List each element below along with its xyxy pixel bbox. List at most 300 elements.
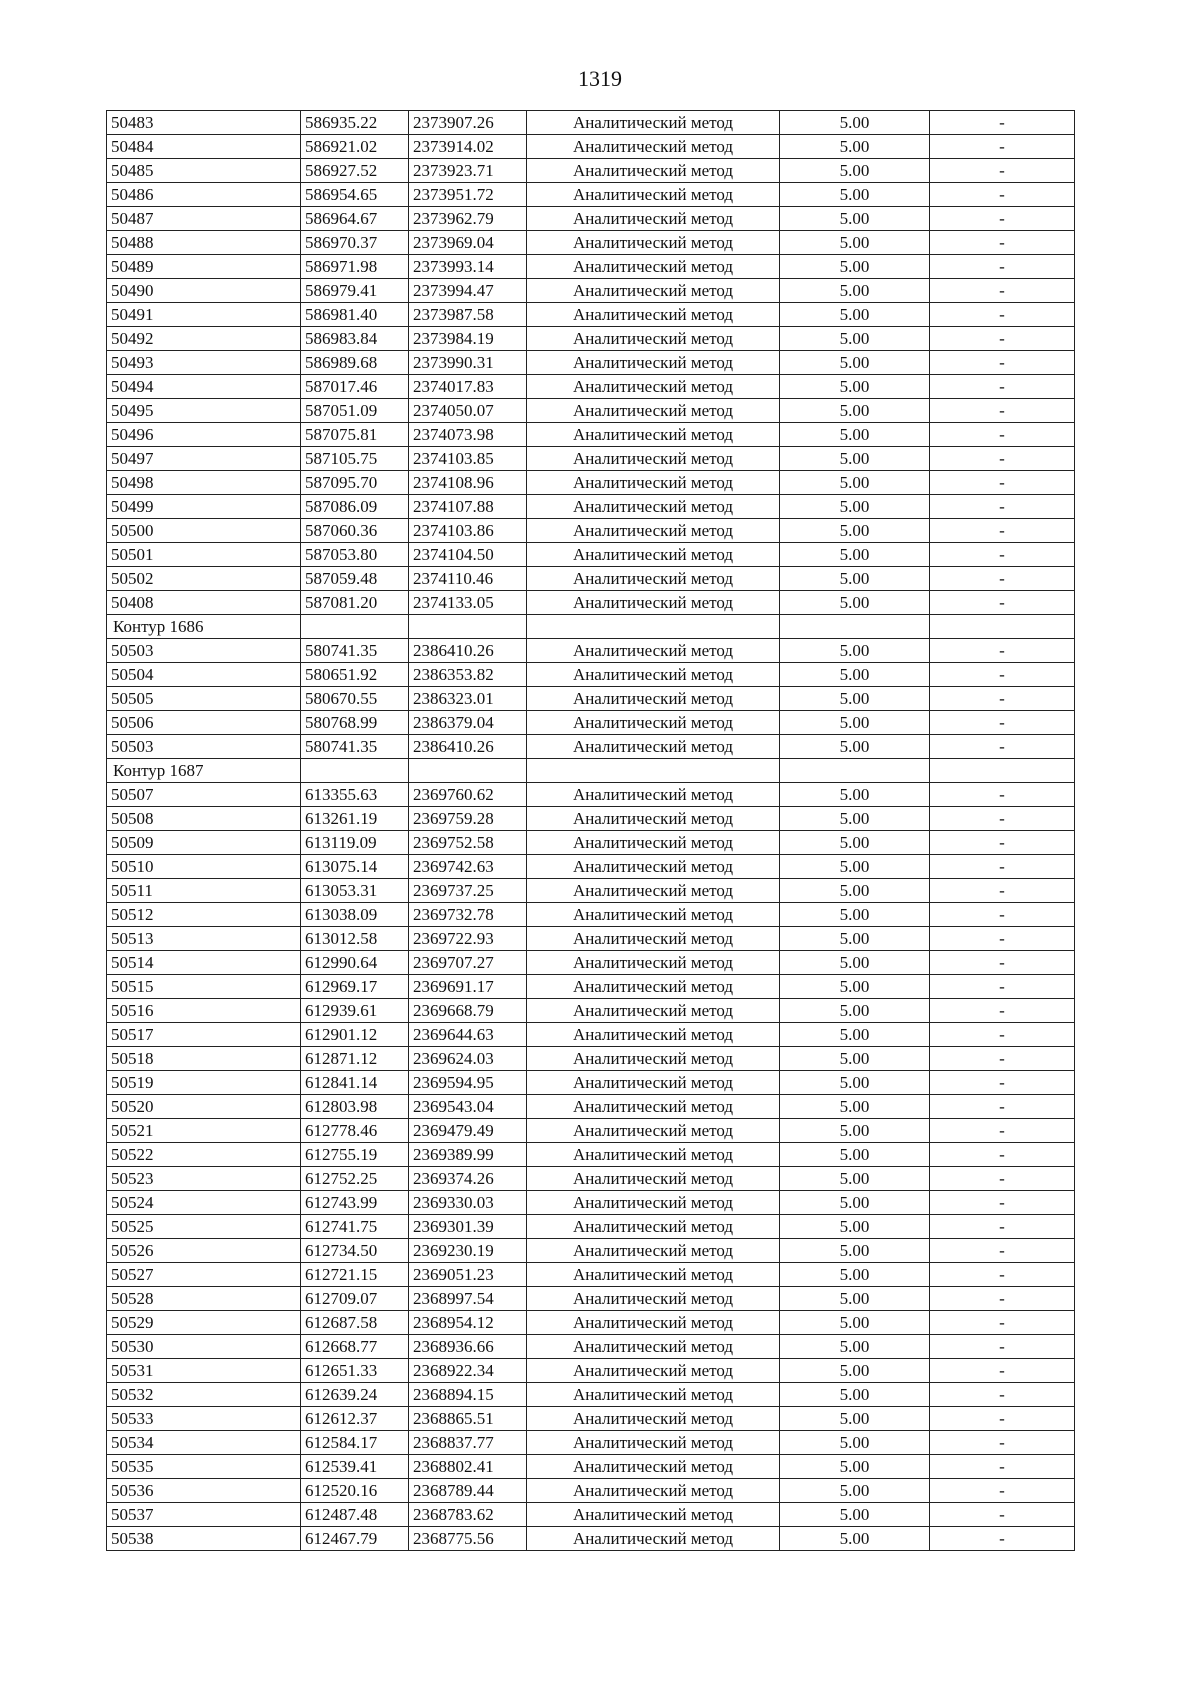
table-row: [107, 687, 1075, 711]
note-cell: -: [930, 135, 1075, 159]
point-id-cell: 50483: [107, 111, 301, 135]
method-cell: Аналитический метод: [527, 1311, 780, 1335]
table-row: [107, 1071, 1075, 1095]
x-coordinate-cell: 612969.17: [301, 975, 409, 999]
table-row: [107, 231, 1075, 255]
accuracy-cell: 5.00: [780, 591, 930, 615]
point-id-cell: 50408: [107, 591, 301, 615]
point-id-cell: 50527: [107, 1263, 301, 1287]
method-cell: Аналитический метод: [527, 447, 780, 471]
point-id-cell: 50503: [107, 639, 301, 663]
note-cell: -: [930, 351, 1075, 375]
point-id-cell: 50508: [107, 807, 301, 831]
y-coordinate-cell: 2373984.19: [409, 327, 527, 351]
x-coordinate-cell: 612487.48: [301, 1503, 409, 1527]
table-row: [107, 591, 1075, 615]
method-cell: Аналитический метод: [527, 423, 780, 447]
method-cell: Аналитический метод: [527, 783, 780, 807]
accuracy-cell: 5.00: [780, 1407, 930, 1431]
table-row: [107, 351, 1075, 375]
note-cell: -: [930, 903, 1075, 927]
point-id-cell: 50514: [107, 951, 301, 975]
y-coordinate-cell: 2368954.12: [409, 1311, 527, 1335]
x-coordinate-cell: 612752.25: [301, 1167, 409, 1191]
point-id-cell: 50506: [107, 711, 301, 735]
coordinates-table-body: [107, 111, 1075, 1551]
table-row: [107, 1023, 1075, 1047]
y-coordinate-cell: [409, 759, 527, 783]
accuracy-cell: 5.00: [780, 1479, 930, 1503]
y-coordinate-cell: 2369374.26: [409, 1167, 527, 1191]
y-coordinate-cell: 2369737.25: [409, 879, 527, 903]
x-coordinate-cell: 612841.14: [301, 1071, 409, 1095]
note-cell: -: [930, 1095, 1075, 1119]
table-row: [107, 1455, 1075, 1479]
point-id-cell: 50511: [107, 879, 301, 903]
y-coordinate-cell: 2373907.26: [409, 111, 527, 135]
note-cell: -: [930, 495, 1075, 519]
note-cell: -: [930, 1407, 1075, 1431]
point-id-cell: 50521: [107, 1119, 301, 1143]
point-id-cell: 50525: [107, 1215, 301, 1239]
x-coordinate-cell: 587017.46: [301, 375, 409, 399]
x-coordinate-cell: 612639.24: [301, 1383, 409, 1407]
method-cell: Аналитический метод: [527, 1479, 780, 1503]
x-coordinate-cell: 613261.19: [301, 807, 409, 831]
x-coordinate-cell: 612612.37: [301, 1407, 409, 1431]
method-cell: Аналитический метод: [527, 255, 780, 279]
table-row: [107, 207, 1075, 231]
note-cell: -: [930, 783, 1075, 807]
table-row: [107, 1383, 1075, 1407]
x-coordinate-cell: 586964.67: [301, 207, 409, 231]
x-coordinate-cell: 612584.17: [301, 1431, 409, 1455]
y-coordinate-cell: 2369479.49: [409, 1119, 527, 1143]
accuracy-cell: 5.00: [780, 1143, 930, 1167]
table-row: [107, 951, 1075, 975]
point-id-cell: 50536: [107, 1479, 301, 1503]
point-id-cell: 50528: [107, 1287, 301, 1311]
table-row: [107, 1191, 1075, 1215]
note-cell: -: [930, 1359, 1075, 1383]
y-coordinate-cell: [409, 615, 527, 639]
accuracy-cell: 5.00: [780, 1167, 930, 1191]
accuracy-cell: 5.00: [780, 1239, 930, 1263]
accuracy-cell: 5.00: [780, 1191, 930, 1215]
note-cell: -: [930, 207, 1075, 231]
method-cell: Аналитический метод: [527, 639, 780, 663]
note-cell: -: [930, 1479, 1075, 1503]
y-coordinate-cell: 2369732.78: [409, 903, 527, 927]
note-cell: -: [930, 1071, 1075, 1095]
y-coordinate-cell: 2373993.14: [409, 255, 527, 279]
method-cell: Аналитический метод: [527, 495, 780, 519]
point-id-cell: 50533: [107, 1407, 301, 1431]
accuracy-cell: 5.00: [780, 807, 930, 831]
table-row: [107, 1503, 1075, 1527]
x-coordinate-cell: 612520.16: [301, 1479, 409, 1503]
note-cell: -: [930, 111, 1075, 135]
note-cell: -: [930, 327, 1075, 351]
x-coordinate-cell: 587059.48: [301, 567, 409, 591]
accuracy-cell: 5.00: [780, 639, 930, 663]
y-coordinate-cell: 2373990.31: [409, 351, 527, 375]
y-coordinate-cell: 2373951.72: [409, 183, 527, 207]
x-coordinate-cell: 586981.40: [301, 303, 409, 327]
method-cell: Аналитический метод: [527, 207, 780, 231]
x-coordinate-cell: 580651.92: [301, 663, 409, 687]
accuracy-cell: 5.00: [780, 1119, 930, 1143]
method-cell: Аналитический метод: [527, 1167, 780, 1191]
table-row: [107, 183, 1075, 207]
x-coordinate-cell: 612871.12: [301, 1047, 409, 1071]
y-coordinate-cell: 2368783.62: [409, 1503, 527, 1527]
y-coordinate-cell: 2386410.26: [409, 639, 527, 663]
method-cell: Аналитический метод: [527, 1239, 780, 1263]
point-id-cell: 50535: [107, 1455, 301, 1479]
accuracy-cell: 5.00: [780, 1359, 930, 1383]
method-cell: Аналитический метод: [527, 1215, 780, 1239]
method-cell: Аналитический метод: [527, 399, 780, 423]
x-coordinate-cell: 587081.20: [301, 591, 409, 615]
x-coordinate-cell: 587060.36: [301, 519, 409, 543]
table-row: [107, 855, 1075, 879]
x-coordinate-cell: 613355.63: [301, 783, 409, 807]
x-coordinate-cell: 612721.15: [301, 1263, 409, 1287]
note-cell: -: [930, 231, 1075, 255]
table-row: [107, 111, 1075, 135]
x-coordinate-cell: 612990.64: [301, 951, 409, 975]
note-cell: -: [930, 975, 1075, 999]
method-cell: Аналитический метод: [527, 327, 780, 351]
table-row: [107, 423, 1075, 447]
method-cell: Аналитический метод: [527, 1095, 780, 1119]
accuracy-cell: 5.00: [780, 303, 930, 327]
x-coordinate-cell: [301, 759, 409, 783]
y-coordinate-cell: 2369752.58: [409, 831, 527, 855]
note-cell: -: [930, 879, 1075, 903]
note-cell: -: [930, 951, 1075, 975]
note-cell: -: [930, 399, 1075, 423]
point-id-cell: 50493: [107, 351, 301, 375]
table-row: [107, 783, 1075, 807]
x-coordinate-cell: 613119.09: [301, 831, 409, 855]
point-id-cell: 50516: [107, 999, 301, 1023]
note-cell: -: [930, 159, 1075, 183]
x-coordinate-cell: 613075.14: [301, 855, 409, 879]
y-coordinate-cell: 2369691.17: [409, 975, 527, 999]
accuracy-cell: 5.00: [780, 1023, 930, 1047]
x-coordinate-cell: 587095.70: [301, 471, 409, 495]
note-cell: -: [930, 1239, 1075, 1263]
x-coordinate-cell: 586921.02: [301, 135, 409, 159]
note-cell: -: [930, 375, 1075, 399]
point-id-cell: 50491: [107, 303, 301, 327]
point-id-cell: 50484: [107, 135, 301, 159]
table-row: [107, 1095, 1075, 1119]
method-cell: Аналитический метод: [527, 1503, 780, 1527]
point-id-cell: 50523: [107, 1167, 301, 1191]
table-row: [107, 279, 1075, 303]
note-cell: -: [930, 447, 1075, 471]
x-coordinate-cell: 586954.65: [301, 183, 409, 207]
x-coordinate-cell: 587075.81: [301, 423, 409, 447]
accuracy-cell: 5.00: [780, 255, 930, 279]
method-cell: Аналитический метод: [527, 711, 780, 735]
method-cell: Аналитический метод: [527, 519, 780, 543]
y-coordinate-cell: 2369543.04: [409, 1095, 527, 1119]
method-cell: [527, 615, 780, 639]
point-id-cell: 50512: [107, 903, 301, 927]
method-cell: Аналитический метод: [527, 663, 780, 687]
note-cell: -: [930, 687, 1075, 711]
x-coordinate-cell: 612741.75: [301, 1215, 409, 1239]
accuracy-cell: 5.00: [780, 1263, 930, 1287]
accuracy-cell: 5.00: [780, 375, 930, 399]
contour-label: Контур 1686: [107, 615, 301, 639]
accuracy-cell: 5.00: [780, 687, 930, 711]
accuracy-cell: 5.00: [780, 1287, 930, 1311]
point-id-cell: 50517: [107, 1023, 301, 1047]
x-coordinate-cell: 580670.55: [301, 687, 409, 711]
x-coordinate-cell: 587053.80: [301, 543, 409, 567]
accuracy-cell: 5.00: [780, 1215, 930, 1239]
note-cell: -: [930, 735, 1075, 759]
y-coordinate-cell: 2386353.82: [409, 663, 527, 687]
coordinates-table: [106, 110, 1075, 1551]
method-cell: Аналитический метод: [527, 879, 780, 903]
accuracy-cell: 5.00: [780, 567, 930, 591]
table-row: [107, 1239, 1075, 1263]
y-coordinate-cell: 2369624.03: [409, 1047, 527, 1071]
accuracy-cell: 5.00: [780, 207, 930, 231]
y-coordinate-cell: 2368775.56: [409, 1527, 527, 1551]
x-coordinate-cell: 612803.98: [301, 1095, 409, 1119]
note-cell: -: [930, 1215, 1075, 1239]
point-id-cell: 50537: [107, 1503, 301, 1527]
table-row: [107, 1335, 1075, 1359]
point-id-cell: 50519: [107, 1071, 301, 1095]
note-cell: -: [930, 831, 1075, 855]
accuracy-cell: 5.00: [780, 1311, 930, 1335]
table-row: [107, 1119, 1075, 1143]
table-row: [107, 375, 1075, 399]
accuracy-cell: 5.00: [780, 951, 930, 975]
x-coordinate-cell: 586989.68: [301, 351, 409, 375]
method-cell: Аналитический метод: [527, 543, 780, 567]
accuracy-cell: 5.00: [780, 111, 930, 135]
point-id-cell: 50530: [107, 1335, 301, 1359]
method-cell: Аналитический метод: [527, 951, 780, 975]
x-coordinate-cell: 580768.99: [301, 711, 409, 735]
table-row: [107, 1143, 1075, 1167]
x-coordinate-cell: 586970.37: [301, 231, 409, 255]
table-row: [107, 159, 1075, 183]
x-coordinate-cell: 580741.35: [301, 735, 409, 759]
y-coordinate-cell: 2374103.86: [409, 519, 527, 543]
accuracy-cell: 5.00: [780, 1071, 930, 1095]
point-id-cell: 50492: [107, 327, 301, 351]
accuracy-cell: 5.00: [780, 495, 930, 519]
x-coordinate-cell: 612539.41: [301, 1455, 409, 1479]
method-cell: Аналитический метод: [527, 471, 780, 495]
note-cell: -: [930, 807, 1075, 831]
contour-header-row: [107, 759, 1075, 783]
point-id-cell: 50499: [107, 495, 301, 519]
note-cell: -: [930, 303, 1075, 327]
accuracy-cell: 5.00: [780, 543, 930, 567]
method-cell: Аналитический метод: [527, 1455, 780, 1479]
point-id-cell: 50496: [107, 423, 301, 447]
note-cell: -: [930, 1167, 1075, 1191]
note-cell: -: [930, 1383, 1075, 1407]
point-id-cell: 50507: [107, 783, 301, 807]
method-cell: Аналитический метод: [527, 231, 780, 255]
y-coordinate-cell: 2368936.66: [409, 1335, 527, 1359]
accuracy-cell: 5.00: [780, 903, 930, 927]
table-row: [107, 1527, 1075, 1551]
method-cell: Аналитический метод: [527, 1071, 780, 1095]
note-cell: -: [930, 255, 1075, 279]
method-cell: Аналитический метод: [527, 1287, 780, 1311]
x-coordinate-cell: 612743.99: [301, 1191, 409, 1215]
y-coordinate-cell: 2369668.79: [409, 999, 527, 1023]
table-row: [107, 135, 1075, 159]
table-row: [107, 1359, 1075, 1383]
accuracy-cell: 5.00: [780, 1503, 930, 1527]
y-coordinate-cell: 2386410.26: [409, 735, 527, 759]
method-cell: Аналитический метод: [527, 1527, 780, 1551]
note-cell: -: [930, 1455, 1075, 1479]
method-cell: Аналитический метод: [527, 159, 780, 183]
method-cell: Аналитический метод: [527, 279, 780, 303]
page-number: 1319: [578, 66, 622, 91]
point-id-cell: 50531: [107, 1359, 301, 1383]
method-cell: Аналитический метод: [527, 687, 780, 711]
note-cell: -: [930, 519, 1075, 543]
point-id-cell: 50502: [107, 567, 301, 591]
y-coordinate-cell: 2374108.96: [409, 471, 527, 495]
point-id-cell: 50532: [107, 1383, 301, 1407]
x-coordinate-cell: 586927.52: [301, 159, 409, 183]
x-coordinate-cell: 613053.31: [301, 879, 409, 903]
y-coordinate-cell: 2374073.98: [409, 423, 527, 447]
point-id-cell: 50504: [107, 663, 301, 687]
method-cell: Аналитический метод: [527, 1047, 780, 1071]
accuracy-cell: 5.00: [780, 1527, 930, 1551]
table-row: [107, 1167, 1075, 1191]
accuracy-cell: 5.00: [780, 1047, 930, 1071]
accuracy-cell: 5.00: [780, 447, 930, 471]
point-id-cell: 50538: [107, 1527, 301, 1551]
note-cell: -: [930, 1311, 1075, 1335]
note-cell: -: [930, 711, 1075, 735]
x-coordinate-cell: 612778.46: [301, 1119, 409, 1143]
accuracy-cell: 5.00: [780, 135, 930, 159]
note-cell: [930, 759, 1075, 783]
note-cell: -: [930, 1431, 1075, 1455]
x-coordinate-cell: 612901.12: [301, 1023, 409, 1047]
table-row: [107, 1431, 1075, 1455]
method-cell: Аналитический метод: [527, 855, 780, 879]
method-cell: Аналитический метод: [527, 1143, 780, 1167]
method-cell: Аналитический метод: [527, 999, 780, 1023]
accuracy-cell: 5.00: [780, 1431, 930, 1455]
y-coordinate-cell: 2374017.83: [409, 375, 527, 399]
note-cell: -: [930, 1287, 1075, 1311]
point-id-cell: 50518: [107, 1047, 301, 1071]
table-row: [107, 927, 1075, 951]
point-id-cell: 50494: [107, 375, 301, 399]
point-id-cell: 50489: [107, 255, 301, 279]
note-cell: -: [930, 1263, 1075, 1287]
method-cell: Аналитический метод: [527, 831, 780, 855]
y-coordinate-cell: 2369389.99: [409, 1143, 527, 1167]
table-row: [107, 903, 1075, 927]
note-cell: -: [930, 423, 1075, 447]
note-cell: -: [930, 543, 1075, 567]
point-id-cell: 50529: [107, 1311, 301, 1335]
point-id-cell: 50503: [107, 735, 301, 759]
y-coordinate-cell: 2374104.50: [409, 543, 527, 567]
table-row: [107, 255, 1075, 279]
x-coordinate-cell: 612734.50: [301, 1239, 409, 1263]
x-coordinate-cell: 612709.07: [301, 1287, 409, 1311]
method-cell: Аналитический метод: [527, 135, 780, 159]
note-cell: -: [930, 1335, 1075, 1359]
point-id-cell: 50488: [107, 231, 301, 255]
table-row: [107, 447, 1075, 471]
table-row: [107, 831, 1075, 855]
method-cell: Аналитический метод: [527, 375, 780, 399]
accuracy-cell: 5.00: [780, 783, 930, 807]
y-coordinate-cell: 2368997.54: [409, 1287, 527, 1311]
method-cell: Аналитический метод: [527, 303, 780, 327]
accuracy-cell: 5.00: [780, 1095, 930, 1119]
x-coordinate-cell: 613038.09: [301, 903, 409, 927]
note-cell: -: [930, 279, 1075, 303]
accuracy-cell: 5.00: [780, 183, 930, 207]
accuracy-cell: [780, 759, 930, 783]
y-coordinate-cell: 2369301.39: [409, 1215, 527, 1239]
method-cell: Аналитический метод: [527, 567, 780, 591]
x-coordinate-cell: 587051.09: [301, 399, 409, 423]
y-coordinate-cell: 2369330.03: [409, 1191, 527, 1215]
y-coordinate-cell: 2386323.01: [409, 687, 527, 711]
accuracy-cell: 5.00: [780, 831, 930, 855]
contour-label: Контур 1687: [107, 759, 301, 783]
note-cell: -: [930, 1503, 1075, 1527]
point-id-cell: 50501: [107, 543, 301, 567]
x-coordinate-cell: 613012.58: [301, 927, 409, 951]
note-cell: -: [930, 1047, 1075, 1071]
note-cell: -: [930, 471, 1075, 495]
point-id-cell: 50509: [107, 831, 301, 855]
x-coordinate-cell: 612755.19: [301, 1143, 409, 1167]
point-id-cell: 50498: [107, 471, 301, 495]
x-coordinate-cell: 586971.98: [301, 255, 409, 279]
method-cell: Аналитический метод: [527, 1023, 780, 1047]
table-row: [107, 1311, 1075, 1335]
x-coordinate-cell: 612651.33: [301, 1359, 409, 1383]
y-coordinate-cell: 2373987.58: [409, 303, 527, 327]
point-id-cell: 50524: [107, 1191, 301, 1215]
table-row: [107, 567, 1075, 591]
accuracy-cell: 5.00: [780, 519, 930, 543]
method-cell: Аналитический метод: [527, 1407, 780, 1431]
table-row: [107, 471, 1075, 495]
table-row: [107, 663, 1075, 687]
